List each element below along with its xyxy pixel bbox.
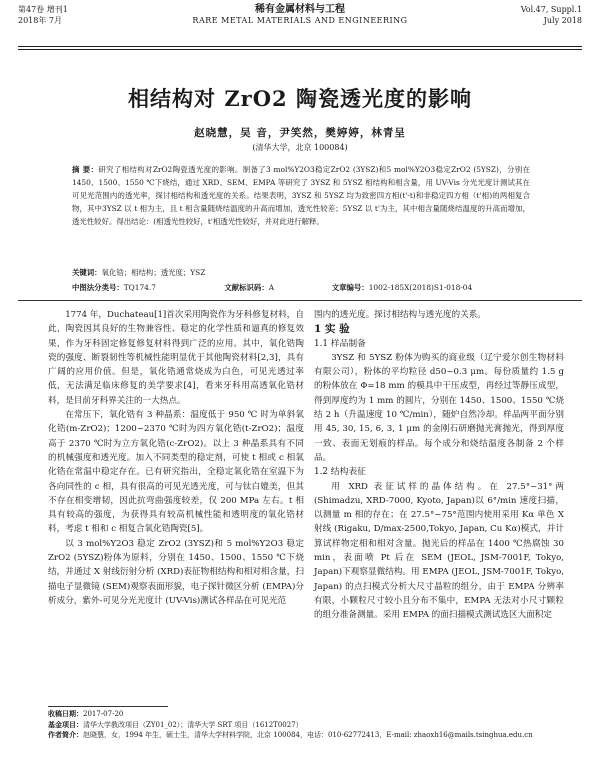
intro-paragraph-2: 在常压下，氧化锆有 3 种晶系：温度低于 950 ℃ 时为单斜氧化锆(m-ZrO2)；1200~2370 ℃时为四方氧化锆(t-ZrO2)；温度高于 2370 ℃时为立方氧化锆(c-ZrO2)。以上 3 种晶系具有不同的机械强度和透光度。加入不同类型的稳定剂，可使 t 相或 c 相氧化锆在常温中稳定存在。已有研究指出，全稳定氧化锆在室温下为各向同性的 c 相，具有很高的可见光透光度，可与钛白媲美，但其不存在相变增韧，因此抗弯曲强度较差，仅 200 MPa 左右。t 相具有较高的强度，为获得具有较高机械性能和透明度的氧化锆材料，考虑 t 相和 c 相复合氧化锆陶瓷[5]。 xyxy=(48,410,304,535)
body-column-right xyxy=(314,308,564,623)
header-volume: 第47卷 增刊1 xyxy=(18,5,68,14)
article-no-value: 1002-185X(2018)S1-018-04 xyxy=(368,283,473,292)
affiliation: (清华大学，北京 100084) xyxy=(252,143,348,152)
header-rule-thin xyxy=(18,49,582,50)
clc-value: TQ174.7 xyxy=(123,283,156,292)
header-date-en: July 2018 xyxy=(543,16,582,25)
footnote-rule xyxy=(48,706,168,707)
keywords-label: 关键词： xyxy=(72,268,102,277)
header-rule xyxy=(18,46,582,47)
characterization-paragraph: 用 XRD 表征试样的晶体结构。在 27.5°~31°两 (Shimadzu, XRD-7000, Kyoto, Japan)以 6°/min 速度扫描，以测量 m 相的存在；在 27.5°~75°范围内使用采用 Kα 单色 X 射线 (Rigaku, D/max-2500,Tokyo, Japan, Cu Kα)模式，并计算试样物定相和相对含量。抛光后的样品在 1400 ℃热腐蚀 30 min，表面喷 Pt 后在 SEM (JEOL, JSM-7001F, Tokyo, Japan)下观察显微结构。用 EMPA (JEOL, JSM-7001F, Tokyo, Japan) 的点扫模式分析大尺寸晶粒的组分，由于 EMPA 分辨率有限，小颗粒尺寸较小且分布不集中，EMPA 无法对小尺寸颗粒的组分准备测量。采用 EMPA 的面扫描模式测试选区大面积定 xyxy=(314,481,564,621)
intro-paragraph-end: 围内的透光度。探讨相结构与透光度的关系。 xyxy=(314,310,486,320)
article-no-label: 文章编号： xyxy=(331,283,369,292)
classification-line xyxy=(72,282,530,293)
keywords-text: 氧化锆；相结构；透光度；YSZ xyxy=(101,268,206,277)
fund-label: 基金项目： xyxy=(48,719,83,729)
author-bio-text: 赵晓慧，女，1994 年生，硕士生，清华大学材料学院，北京 100084，电话：010-62772413，E-mail: zhaoxh16@mails.tsinghua.edu.cn xyxy=(83,731,533,739)
author-list: 赵晓慧，吴 音，尹笑然，樊婷婷，林青呈 xyxy=(194,127,406,139)
fund-text: 清华大学教改项目（ZY01_02）；清华大学 SRT 项目（1612T0027） xyxy=(83,720,303,729)
header-vol-en: Vol.47, Suppl.1 xyxy=(520,5,582,14)
subsection-heading-characterization: 1.2 结构表征 xyxy=(314,467,366,478)
intro-paragraph-3: 以 3 mol%Y2O3 稳定 ZrO2 (3YSZ)和 5 mol%Y2O3 稳定 ZrO2 (5YSZ)粉体为原料，分别在 1450、1500、1550 ℃下烧结，并通过 X 射线衍射分析 (XRD)表征物相结构和相对相含量，扫描电子显微镜 (SEM)观察表面形貌，电子探针微区分析 (EMPA)分析成分，紫外-可见分光光度计 (UV-Vis)测试各样品在可见光范 xyxy=(48,538,304,606)
header-center xyxy=(18,4,582,26)
subsection-heading-sample-prep: 1.1 样品制备 xyxy=(314,338,366,349)
sample-prep-paragraph: 3YSZ 和 5YSZ 粉体为购买的商业级（辽宁爱尔创生物材料有限公司），粉体的平均粒径 d50~0.3 μm。每份质量约 1.5 g 的粉体放在 Φ=18 mm 的模具中干压成型，再经过等静压成型，得到厚度约为 1 mm 的圆片，分别在 1450、1500、1550 ℃烧结 2 h（升温速度 10 ℃/min），随炉自然冷却。样品两平面分别用 45, 30, 15, 6, 3, 1 μm 的金刚石研磨抛光膏抛光，得到厚度一致、表面无划痕的样品。每个成分和烧结温度各制备 2 个样品。 xyxy=(314,352,564,463)
abstract-label: 摘 要： xyxy=(72,165,99,174)
abstract-text: 研究了相结构对ZrO2陶瓷透光度的影响。制备了3 mol%Y2O3稳定ZrO2 (3YSZ)和5 mol%Y2O3稳定ZrO2 (5YSZ)，分别在1450、1500、1550 ℃下烧结，通过 XRD、SEM、EMPA 等研究了 3YSZ 和 5YSZ 相结构和相含量，用 UV-Vis 分光光度计测试其在可见光范围内的透光率，探讨相结构和透光度的关系。结果表明，3YSZ 和 5YSZ 均为致密四方相(t'-t)和非稳定四方相（t'相)的两相复合物，其中3YSZ 以 t 相为主，且 t 相含量随烧结温度的升高而增加，透光性较差；5YSZ 以 t'为主，其中相含量随烧结温度的升高而增加，透光性较好。得出结论：(相透光性较好，t'相透光性较好，并对此进行解释。 xyxy=(72,165,530,226)
running-header xyxy=(18,4,582,44)
doc-code-value: A xyxy=(268,283,275,292)
received-date: 2017-07-20 xyxy=(83,710,124,718)
section-heading-experiment: 1 实 验 xyxy=(314,323,350,336)
received-label: 收稿日期： xyxy=(48,709,83,718)
body-column-left xyxy=(48,308,304,608)
section-divider xyxy=(18,300,582,301)
header-journal-en: RARE METAL MATERIALS AND ENGINEERING xyxy=(192,16,408,25)
paper-title: 相结构对 ZrO2 陶瓷透光度的影响 xyxy=(128,86,472,111)
doc-code-label: 文献标识码： xyxy=(224,283,269,292)
header-journal-cn: 稀有金属材料与工程 xyxy=(255,4,345,15)
keywords xyxy=(72,267,530,278)
header-year: 2018年 7月 xyxy=(18,16,62,25)
footnote xyxy=(48,709,570,741)
clc-label: 中图法分类号： xyxy=(72,283,124,292)
abstract xyxy=(72,163,530,228)
author-bio-label: 作者简介： xyxy=(48,730,83,739)
intro-paragraph-1: 1774 年，Duchateau[1]首次采用陶瓷作为牙科修复材料，自此，陶瓷因其良好的生物兼容性、稳定的化学性质和逼真的修复效果，作为牙科固定修复修复材料得到广泛的应用。其中，氧化锆陶瓷的强度、断裂韧性等机械性能明显优于其他陶瓷材料[2,3]，具有广阔的应用价值。但是，氧化锆通常烧成为白色，可见光透过率低，无法满足临床修复的美学要求[4]，看来牙科用高透氧化锆材料，是目前牙科界关注的一大热点。 xyxy=(48,310,304,406)
header-right xyxy=(521,4,582,26)
